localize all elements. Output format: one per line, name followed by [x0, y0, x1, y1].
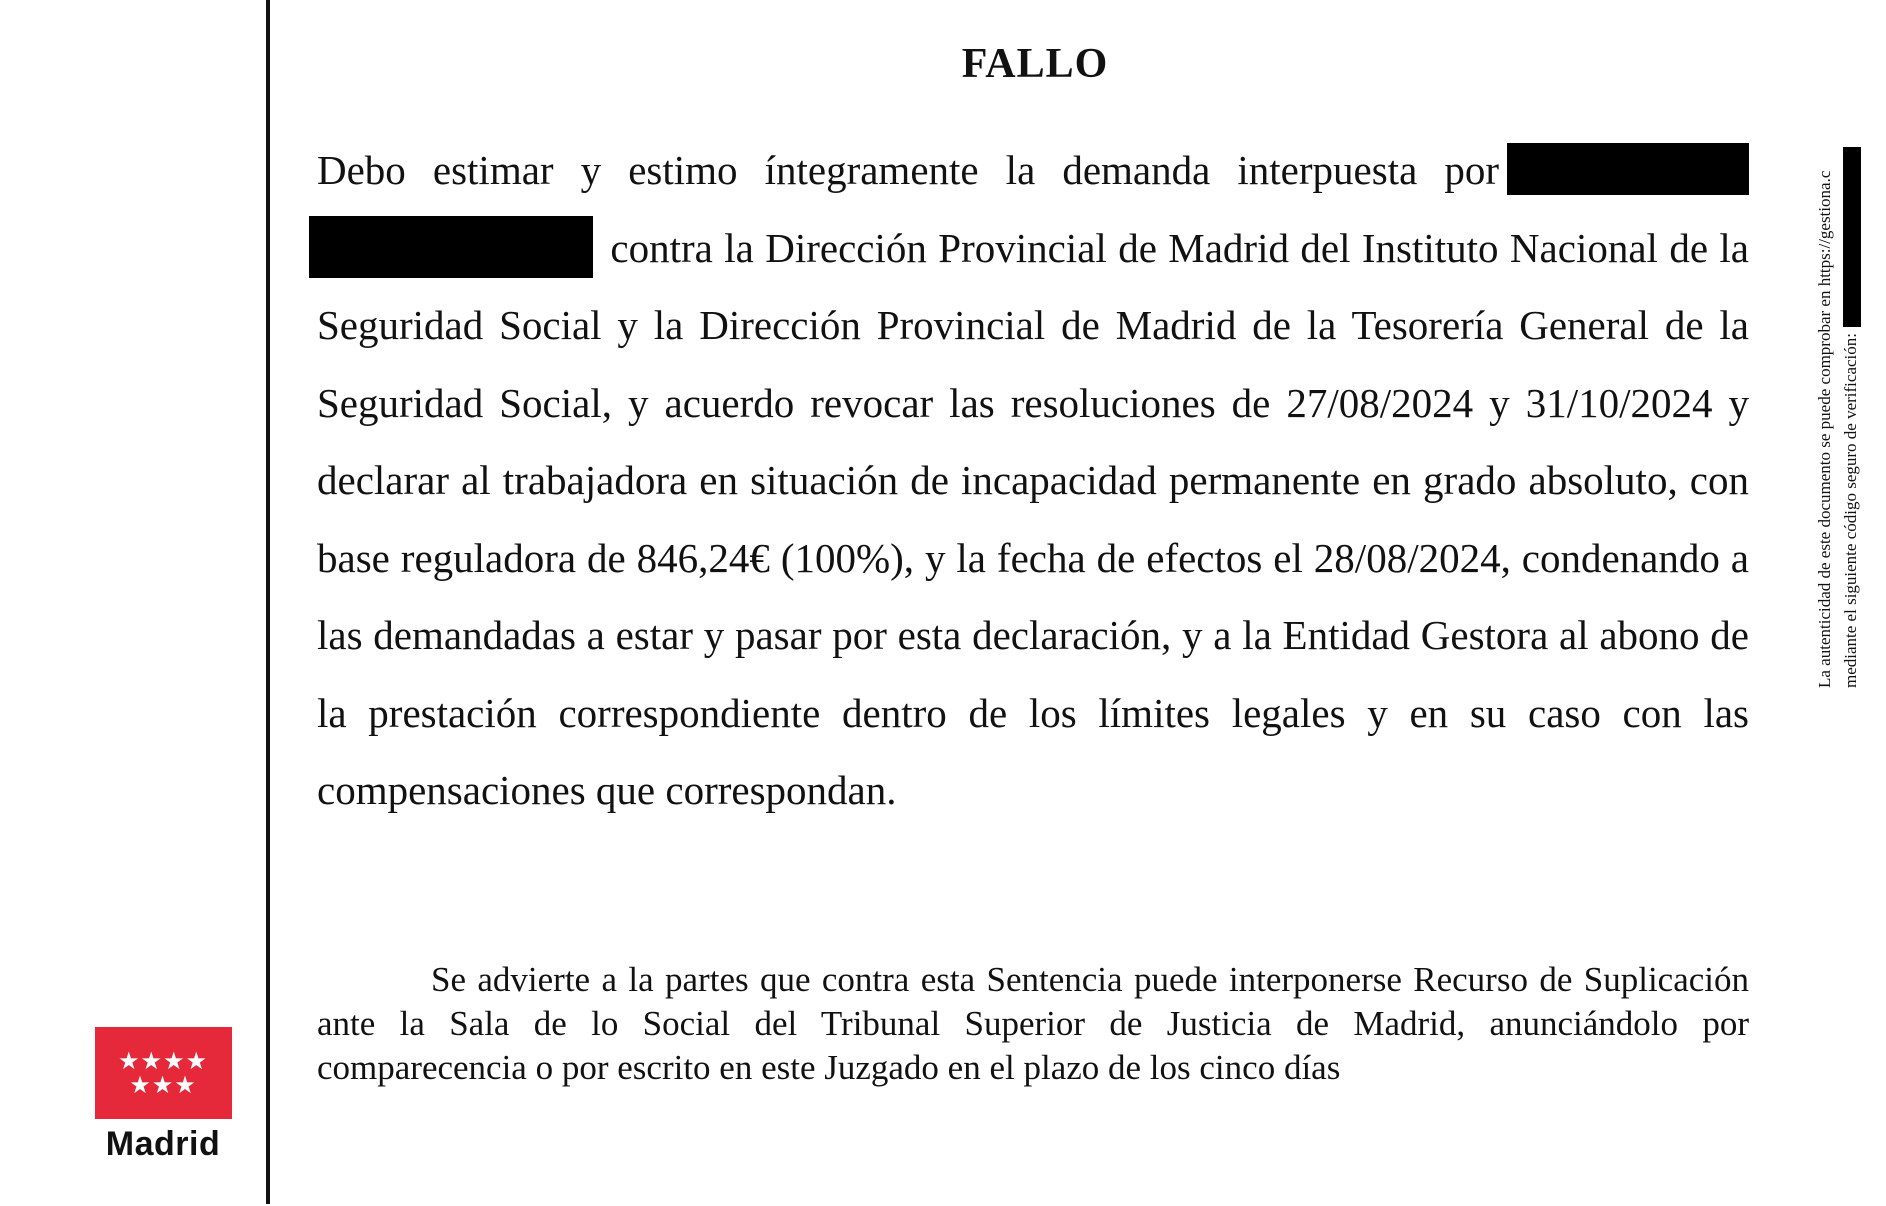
verification-sidebar	[1812, 0, 1864, 688]
logo-text: Madrid	[105, 1125, 221, 1163]
ruling-text-rest: contra la Dirección Provincial de Madrid del Instituto Nacional de la Seguridad Social y la Dirección Provincial de Madrid de la Tesorería General de la Seguridad Social, y acuerdo revocar las resoluciones de 27/08/2024 y 31/10/2024 y declarar al trabajadora en situación de incapacidad permanente en grado absoluto, con base reguladora de 846,24€ (100%), y la fecha de efectos el 28/08/2024, condenando a las demandadas a estar y pasar por esta declaración, y a la Entidad Gestora al abono de la prestación correspondiente dentro de los límites legales y en su caso con las compensaciones que correspondan.	[317, 224, 1750, 813]
appeal-notice-paragraph: Se advierte a la partes que contra esta Sentencia puede interponerse Recurso de Suplicación ante la Sala de lo Social del Tribunal Superior de Justicia de Madrid, anunciándolo por comparecencia o por escrito en este Juzgado en el plazo de los cinco días	[317, 960, 1749, 1087]
flag-stars-top: ★★★★	[117, 1047, 209, 1075]
verification-line-1	[1812, 0, 1838, 688]
ruling-paragraph	[317, 132, 1749, 830]
verification-text: La autenticidad de este documento se puede comprobar en	[1815, 290, 1834, 688]
redaction-box	[1843, 147, 1861, 327]
section-heading: FALLO	[961, 41, 1109, 87]
ruling-text-start: Debo estimar y estimo íntegramente la demanda interpuesta por	[317, 147, 1499, 193]
verification-code-label: mediante el siguiente código seguro de verificación:	[1841, 333, 1860, 688]
redaction-box	[309, 216, 593, 278]
comunidad-de-madrid-logo	[93, 1027, 233, 1164]
margin-rule	[266, 0, 270, 1204]
redaction-box	[1507, 143, 1749, 195]
verification-line-2	[1838, 0, 1864, 688]
flag-stars-bottom: ★★★	[129, 1071, 197, 1099]
verification-url[interactable]: https://gestiona.c	[1815, 170, 1834, 287]
madrid-flag-icon	[95, 1027, 232, 1119]
